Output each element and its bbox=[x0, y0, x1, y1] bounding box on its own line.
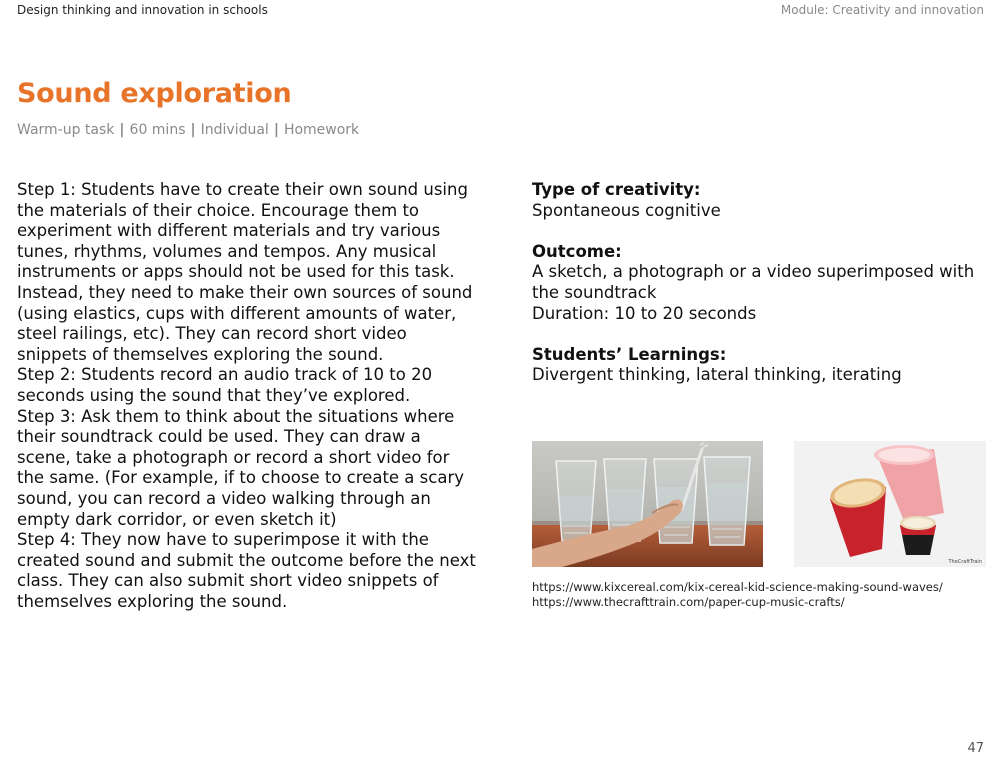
document-title: Design thinking and innovation in schools bbox=[17, 3, 268, 17]
meta-task-type: Warm-up task bbox=[17, 122, 115, 138]
meta-separator: | bbox=[273, 122, 279, 138]
duration-value: Duration: 10 to 20 seconds bbox=[532, 303, 757, 323]
step-4: Step 4: They now have to superimpose it with the created sound and submit the outcome before the next class. They can also submit short video snippets of themselves exploring the sound. bbox=[17, 530, 476, 611]
learnings-block bbox=[532, 345, 988, 386]
activity-info bbox=[532, 180, 988, 407]
task-meta bbox=[17, 122, 359, 138]
creativity-block bbox=[532, 180, 988, 221]
meta-separator: | bbox=[190, 122, 196, 138]
creativity-label: Type of creativity: bbox=[532, 180, 701, 199]
meta-mode: Individual bbox=[200, 122, 269, 138]
meta-location: Homework bbox=[283, 122, 360, 138]
outcome-label: Outcome: bbox=[532, 241, 622, 261]
page-title: Sound exploration bbox=[17, 78, 292, 109]
outcome-value: A sketch, a photograph or a video superimposed with the soundtrack bbox=[532, 262, 975, 302]
page-number: 47 bbox=[967, 741, 984, 756]
learnings-value: Divergent thinking, lateral thinking, iterating bbox=[532, 365, 902, 385]
step-3: Step 3: Ask them to think about the situations where their soundtrack could be used. They can draw a scene, take a photograph or record a short video for the same. (For example, if to choose to create a scary sound, you can record a video walking through an empty dark corridor, or even sketch it) bbox=[17, 406, 464, 529]
steps-list bbox=[17, 180, 479, 612]
meta-separator: | bbox=[119, 122, 125, 138]
step-2: Step 2: Students record an audio track of 10 to 20 seconds using the sound that they’ve explored. bbox=[17, 365, 433, 405]
module-label: Module: Creativity and innovation bbox=[780, 3, 984, 17]
source-link-2[interactable]: https://www.thecrafttrain.com/paper-cup-music-crafts/ bbox=[532, 594, 845, 609]
step-1: Step 1: Students have to create their own sound using the materials of their choice. Encourage them to experiment with different materials and try various tunes, rhythms, volumes and tempos. Any musical instruments or apps should not be used for this task. Instead, they need to make their own sources of sound (using elastics, cups with different amounts of water, steel railings, etc). They can record short video snippets of themselves exploring the sound. bbox=[17, 180, 473, 364]
outcome-block bbox=[532, 242, 988, 324]
water-glasses-photo bbox=[532, 441, 763, 567]
meta-duration: 60 mins bbox=[129, 122, 186, 138]
creativity-value: Spontaneous cognitive bbox=[532, 200, 721, 220]
paper-cups-photo bbox=[794, 441, 986, 567]
learnings-label: Students’ Learnings: bbox=[532, 344, 727, 364]
source-link-1[interactable]: https://www.kixcereal.com/kix-cereal-kid-science-making-sound-waves/ bbox=[532, 580, 943, 594]
image-sources bbox=[532, 580, 943, 609]
cups-watermark: TheCraftTrain bbox=[948, 559, 982, 565]
